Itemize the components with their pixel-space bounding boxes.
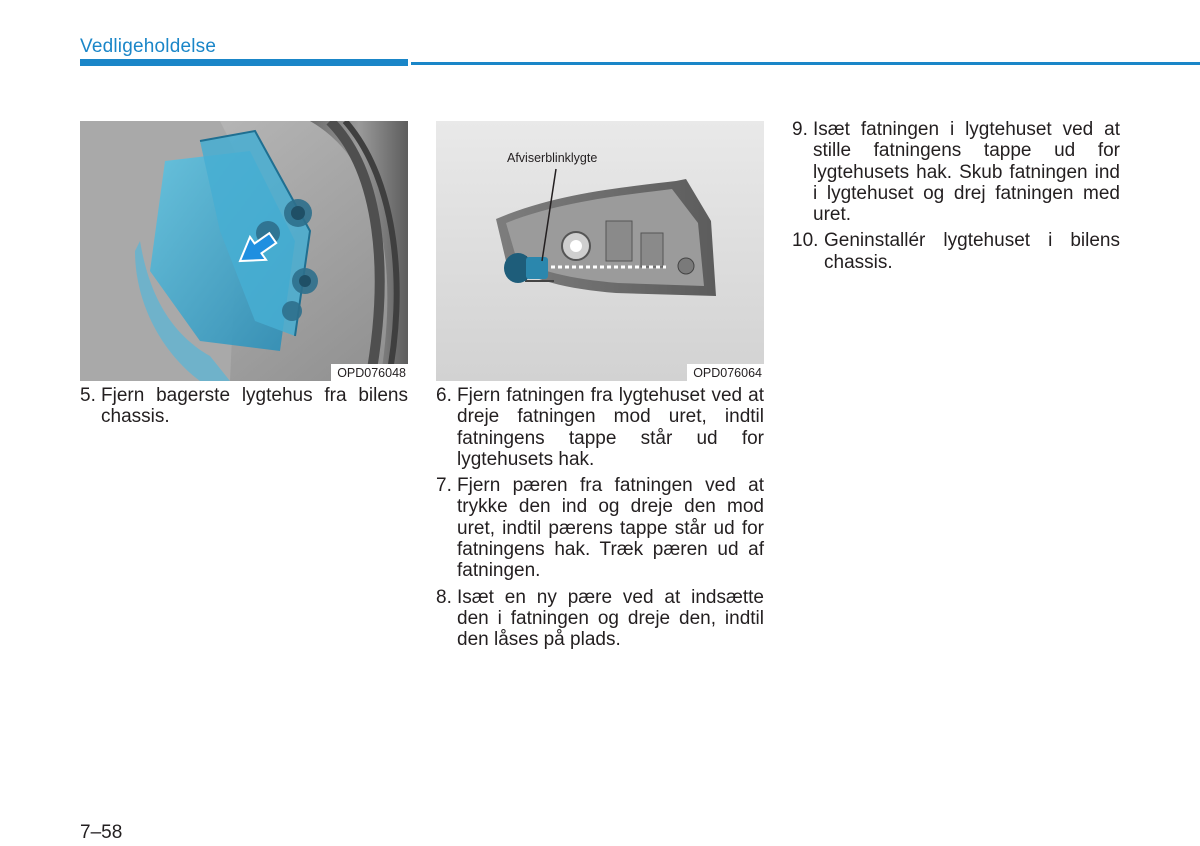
header-rule-thin: [411, 62, 1200, 65]
step-text: Fjern pæren fra fatningen ved at trykke den ind og dreje den mod uret, indtil pærens tappe står ud for fatningens hak. Træk pæren ud af fatningen.: [457, 475, 764, 582]
section-title: Vedligeholdelse: [80, 36, 217, 57]
step-item: [436, 385, 764, 470]
step-number: 7.: [436, 475, 452, 497]
step-text: Isæt en ny pære ved at indsætte den i fatningen og dreje den, indtil den låses på plads.: [457, 586, 764, 651]
header-rule-thick: [80, 59, 408, 66]
figure-turn-signal: [436, 121, 764, 381]
turn-signal-illustration: [436, 121, 764, 381]
step-item: [792, 230, 1120, 273]
step-number: 8.: [436, 586, 452, 608]
step-item: [792, 119, 1120, 225]
figure-code: OPD076048: [331, 364, 408, 381]
steps-column-1: [80, 385, 408, 433]
figure-lamp-housing: [80, 121, 408, 381]
step-text: Isæt fatningen i lygtehuset ved at stille fatningens tappe ud for lygtehusets hak. Skub fatningen ind i lygtehuset og drej fatningen med uret.: [813, 119, 1120, 226]
step-number: 6.: [436, 385, 452, 406]
page-number: 7–58: [80, 822, 123, 843]
step-text: Geninstallér lygtehuset i bilens chassis.: [824, 230, 1120, 273]
step-number: 10.: [792, 230, 819, 252]
figure-code: OPD076064: [687, 364, 764, 381]
step-item: [436, 587, 764, 651]
step-number: 9.: [792, 119, 808, 140]
lamp-housing-illustration: [80, 121, 408, 381]
steps-column-2: [436, 385, 764, 656]
step-text: Fjern fatningen fra lygtehuset ved at dreje fatningen mod uret, indtil fatningens tappe står ud for lygtehusets hak.: [457, 385, 764, 470]
step-item: [80, 385, 408, 428]
step-text: Fjern bagerste lygtehus fra bilens chassis.: [101, 385, 408, 428]
step-number: 5.: [80, 385, 96, 406]
steps-column-3: [792, 119, 1120, 278]
callout-label: Afviserblinklygte: [507, 151, 598, 165]
step-item: [436, 475, 764, 581]
